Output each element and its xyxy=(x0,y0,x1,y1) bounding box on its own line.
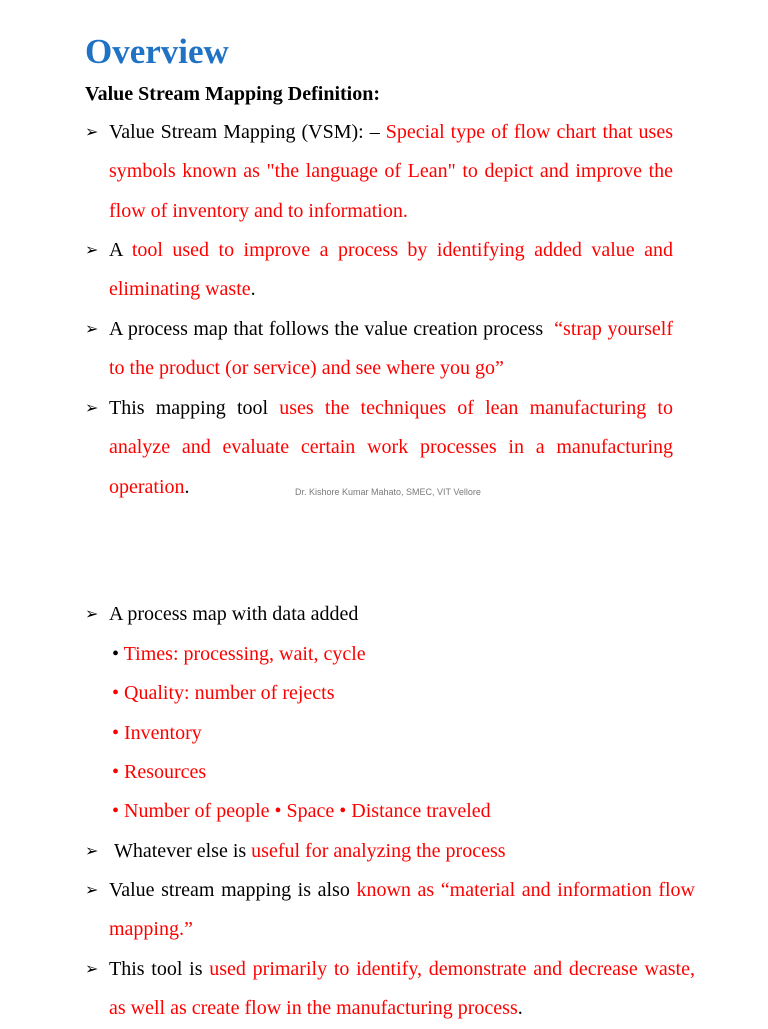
bullet-vsm-definition xyxy=(85,113,673,231)
bullet-highlight: used primarily to identify, demonstrate and decrease waste, as well as create flow in the manufacturing process xyxy=(109,958,695,1020)
arrow-bullet-icon: ➢ xyxy=(85,321,99,338)
list-item-text: Resources xyxy=(124,761,207,783)
arrow-bullet-icon: ➢ xyxy=(85,606,99,623)
bullet-highlight: “strap yourself to the product (or service) and see where you go” xyxy=(109,318,673,380)
bullet-text: Value Stream Mapping (VSM): – xyxy=(109,121,386,143)
list-item-text: Inventory xyxy=(124,722,202,744)
arrow-bullet-icon: ➢ xyxy=(85,124,99,141)
bullet-text: This tool is xyxy=(109,958,210,980)
list-item-text: Times: processing, wait, cycle xyxy=(123,643,366,665)
bullet-process-map xyxy=(85,310,673,389)
dot-bullet-icon: • xyxy=(112,682,120,704)
arrow-bullet-icon: ➢ xyxy=(85,882,99,899)
bullet-text: . xyxy=(517,997,523,1020)
bullet-whatever-else xyxy=(85,832,673,871)
list-item xyxy=(112,792,491,831)
arrow-bullet-icon: ➢ xyxy=(85,242,99,259)
bullet-highlight: known as “material and information flow mapping.” xyxy=(109,879,695,941)
bullet-text: . xyxy=(250,278,256,301)
bullet-text: A xyxy=(109,239,132,261)
bullet-highlight: tool used to improve a process by identifying added value and eliminating waste xyxy=(109,239,674,301)
list-item xyxy=(112,753,206,792)
dot-bullet-icon: • xyxy=(112,761,120,783)
bullet-text: . xyxy=(184,475,190,498)
bullet-highlight: useful for analyzing the process xyxy=(251,840,506,862)
list-item xyxy=(112,674,335,713)
definition-heading: Value Stream Mapping Definition: xyxy=(85,83,381,105)
list-item-text: Number of people • Space • Distance traveled xyxy=(124,800,491,822)
bullet-text: A process map with data added xyxy=(109,603,359,625)
bullet-tool-improve xyxy=(85,231,673,310)
list-item-text: Quality: number of rejects xyxy=(124,682,335,704)
arrow-bullet-icon: ➢ xyxy=(85,961,99,978)
bullet-highlight: uses the techniques of lean manufacturing to analyze and evaluate certain work processes in a manufacturing operation xyxy=(109,397,673,498)
bullet-highlight: Special type of flow chart that uses symbols known as "the language of Lean" to depict and improve the flow of inventory and to information. xyxy=(109,121,673,222)
bullet-also-known-as xyxy=(85,871,695,950)
bullet-text: Whatever else is xyxy=(109,840,252,862)
list-item xyxy=(112,635,366,674)
dot-bullet-icon: • xyxy=(112,722,120,744)
author-credit: Dr. Kishore Kumar Mahato, SMEC, VIT Vellore xyxy=(295,487,481,497)
bullet-tool-purpose xyxy=(85,950,695,1029)
arrow-bullet-icon: ➢ xyxy=(85,843,99,860)
bullet-text: A process map that follows the value creation process xyxy=(109,318,555,340)
page-title: Overview xyxy=(85,32,229,71)
bullet-text: This mapping tool xyxy=(109,397,280,419)
dot-bullet-icon: • xyxy=(112,800,120,822)
dot-bullet-icon: • xyxy=(112,643,120,665)
bullet-data-added xyxy=(85,595,673,634)
list-item xyxy=(112,714,202,753)
arrow-bullet-icon: ➢ xyxy=(85,400,99,417)
bullet-text: Value stream mapping is also xyxy=(109,879,357,901)
